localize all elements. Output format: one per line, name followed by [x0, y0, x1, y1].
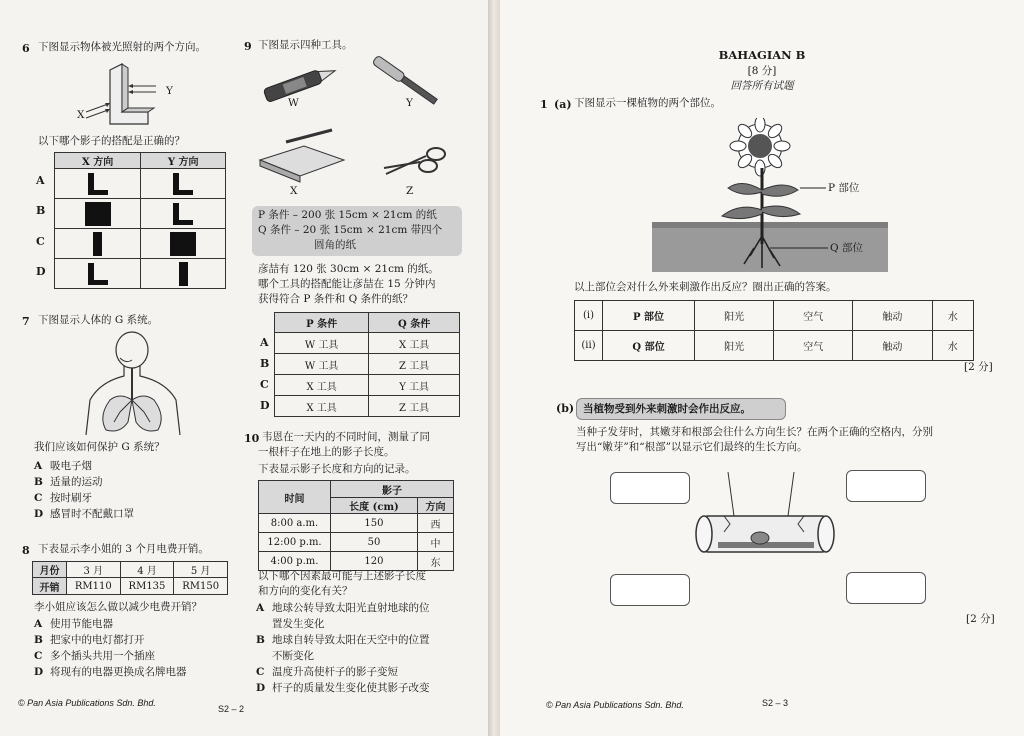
- q9-para3: 获得符合 P 条件和 Q 条件的纸？: [258, 293, 414, 305]
- q1a-row-part: Q 部位: [603, 331, 695, 361]
- seed-tube-diagram: [690, 472, 840, 562]
- answer-box-bottom-right[interactable]: [846, 572, 926, 604]
- section-instruction: 回答所有试题: [730, 80, 794, 92]
- q9-number: 9: [244, 40, 252, 53]
- q7-options: [34, 458, 134, 522]
- q8-cost-header: 开销: [33, 578, 67, 595]
- answer-box-top-left[interactable]: [610, 472, 690, 504]
- q7-option-c[interactable]: C 按时刷牙: [34, 492, 92, 504]
- q9-cell: X 工具: [369, 333, 460, 354]
- q8-month: 5 月: [174, 562, 228, 578]
- q10-time: 12:00 p.m.: [259, 533, 331, 552]
- q8-number: 8: [22, 544, 30, 557]
- q10-option-d[interactable]: D 杆子的质量发生变化使其影子改变: [256, 682, 430, 694]
- right-footer-page: S2 – 3: [762, 698, 789, 708]
- q10-number: 10: [244, 432, 260, 445]
- q10-option-a[interactable]: A 地球公转导致太阳光直射地球的位: [256, 602, 430, 614]
- respiratory-system-illustration: [80, 330, 190, 435]
- q9-para2: 哪个工具的搭配能让彦喆在 15 分钟内: [258, 278, 436, 290]
- section-title: BAHAGIAN B: [718, 48, 806, 62]
- q9-cell: X 工具: [275, 396, 369, 417]
- q1a-marks: [2 分]: [964, 361, 993, 373]
- q10-text2: 一根杆子在地上的影子长度。: [258, 446, 395, 458]
- q9-cell: W 工具: [275, 354, 369, 375]
- q8-month: 4 月: [120, 562, 174, 578]
- q1a-choice[interactable]: 水: [932, 301, 973, 331]
- q6-header-y: Y 方向: [141, 153, 226, 169]
- right-footer-publisher: © Pan Asia Publications Sdn. Bhd.: [546, 700, 684, 710]
- q10-length: 150: [331, 514, 418, 533]
- answer-box-top-right[interactable]: [846, 470, 926, 502]
- q8-text: 下表显示李小姐的 3 个月电费开销。: [38, 543, 209, 555]
- q8-option-a[interactable]: A 使用节能电器: [34, 618, 113, 630]
- shadow-bar: [55, 229, 141, 259]
- q7-option-a[interactable]: A 吸电子烟: [34, 460, 92, 472]
- q9-cell: X 工具: [275, 375, 369, 396]
- q10-direction: 中: [417, 533, 453, 552]
- q10-option-b-cont: 不断变化: [272, 650, 314, 662]
- shadow-l: [55, 169, 141, 199]
- q10-option-c[interactable]: C 温度升高使杆子的影子变短: [256, 666, 398, 678]
- answer-box-bottom-left[interactable]: [610, 574, 690, 606]
- q8-option-d[interactable]: D 将现有的电器更换成名牌电器: [34, 666, 187, 678]
- shadow-square: [141, 229, 226, 259]
- q9-para1: 彦喆有 120 张 30cm × 21cm 的纸。: [258, 263, 439, 275]
- shadow-l: [141, 199, 226, 229]
- q8-cost: RM110: [67, 578, 121, 595]
- q6-option-c[interactable]: C: [36, 235, 45, 248]
- q9-condition-box: [252, 206, 462, 256]
- q10-text1: 韦恩在一天内的不同时间，测量了同: [262, 431, 430, 443]
- shadow-l: [141, 169, 226, 199]
- label-p-part: P 部位: [828, 182, 860, 194]
- q10-option-a-cont: 置发生变化: [272, 618, 325, 630]
- q10-table: [258, 480, 454, 571]
- tool-label-x: X: [290, 185, 298, 197]
- q7-question: 我们应该如何保护 G 系统？: [34, 441, 165, 453]
- q9-option-b[interactable]: B: [260, 357, 270, 370]
- right-page: [500, 0, 1024, 736]
- q9-table: [274, 312, 460, 417]
- q10-length: 120: [331, 552, 418, 571]
- q8-option-c[interactable]: C 多个插头共用一个插座: [34, 650, 155, 662]
- q6-option-d[interactable]: D: [36, 265, 46, 278]
- q10-direction: 西: [417, 514, 453, 533]
- tool-label-z: Z: [406, 185, 414, 197]
- label-q-part: Q 部位: [830, 242, 863, 254]
- shadow-l: [55, 259, 141, 289]
- q10-option-b[interactable]: B 地球自转导致太阳在天空中的位置: [256, 634, 430, 646]
- q9-text: 下图显示四种工具。: [258, 39, 353, 51]
- left-footer-publisher: © Pan Asia Publications Sdn. Bhd.: [18, 698, 156, 708]
- q6-number: 6: [22, 42, 30, 55]
- q1a-table: [574, 300, 974, 361]
- q10-time: 4:00 p.m.: [259, 552, 331, 571]
- q7-option-d[interactable]: D 感冒时不配戴口罩: [34, 508, 134, 520]
- q1a-part: (a): [554, 98, 572, 111]
- shadow-square: [55, 199, 141, 229]
- q10-text3: 下表显示影子长度和方向的记录。: [258, 463, 416, 475]
- q1b-text2: 写出“嫩芽”和“根部”以显示它们最终的生长方向。: [576, 441, 808, 453]
- q9-option-a[interactable]: A: [260, 336, 269, 349]
- q10-shadow-header: 影子: [331, 481, 454, 498]
- q10-time-header: 时间: [259, 481, 331, 514]
- q1b-banner: 当植物受到外来刺激时会作出反应。: [583, 403, 751, 415]
- q8-question: 李小姐应该怎么做以减少电费开销？: [34, 601, 202, 613]
- q8-month-header: 月份: [33, 562, 67, 578]
- q9-header-p: P 条件: [275, 313, 369, 333]
- q1a-row-label: (i): [575, 301, 603, 331]
- q10-length-header: 长度 (cm): [331, 498, 418, 514]
- q1a-choice[interactable]: 空气: [774, 331, 853, 361]
- q9-condition-q2: 圆角的纸: [314, 239, 356, 251]
- q7-text: 下图显示人体的 G 系统。: [38, 314, 159, 326]
- q1a-choice[interactable]: 触动: [853, 331, 932, 361]
- q1a-row-part: P 部位: [603, 301, 695, 331]
- q9-header-q: Q 条件: [369, 313, 460, 333]
- q9-cell: W 工具: [275, 333, 369, 354]
- q1a-choice[interactable]: 触动: [853, 301, 932, 331]
- q8-month: 3 月: [67, 562, 121, 578]
- section-marks: [8 分]: [747, 65, 777, 77]
- q10-question2: 和方向的变化有关？: [258, 585, 353, 597]
- q6-label-y: Y: [166, 85, 173, 97]
- q1b-text1: 当种子发芽时，其嫩芽和根部会往什么方向生长？在两个正确的空格内，分别: [576, 426, 933, 438]
- q1a-choice[interactable]: 阳光: [695, 301, 774, 331]
- q10-direction: 东: [417, 552, 453, 571]
- q8-cost: RM150: [174, 578, 228, 595]
- q1b-marks: [2 分]: [966, 613, 995, 625]
- tool-label-y: Y: [406, 97, 413, 109]
- q8-option-b[interactable]: B 把家中的电灯都打开: [34, 634, 145, 646]
- q6-text: 下图显示物体被光照射的两个方向。: [38, 41, 206, 53]
- q6-option-b[interactable]: B: [36, 204, 46, 217]
- q7-option-b[interactable]: B 适量的运动: [34, 476, 103, 488]
- q8-cost: RM135: [120, 578, 174, 595]
- q6-table: [54, 152, 226, 289]
- sunflower-head: [730, 118, 790, 176]
- q1a-text: 下图显示一棵植物的两个部位。: [574, 97, 721, 109]
- q9-condition-q: Q 条件 – 20 张 15cm × 21cm 带四个: [258, 224, 443, 236]
- q1a-row-label: (ii): [575, 331, 603, 361]
- q8-options: [34, 616, 187, 680]
- q9-option-d[interactable]: D: [260, 399, 270, 412]
- q6-label-x: X: [77, 109, 85, 121]
- q1a-choice[interactable]: 水: [932, 331, 973, 361]
- q1a-question: 以上部位会对什么外来刺激作出反应？圈出正确的答案。: [574, 281, 837, 293]
- q8-table: [32, 561, 228, 595]
- left-footer-page: S2 – 2: [218, 704, 245, 714]
- q6-option-a[interactable]: A: [36, 174, 45, 187]
- q1b-banner-box: [576, 398, 786, 420]
- q1b-part: (b): [556, 402, 575, 415]
- q9-option-c[interactable]: C: [260, 378, 269, 391]
- q1a-choice[interactable]: 空气: [774, 301, 853, 331]
- q9-cell: Z 工具: [369, 396, 460, 417]
- q10-options: [256, 600, 430, 696]
- q9-cell: Z 工具: [369, 354, 460, 375]
- q1a-choice[interactable]: 阳光: [695, 331, 774, 361]
- q6-header-x: X 方向: [55, 153, 141, 169]
- shadow-bar: [141, 259, 226, 289]
- q7-number: 7: [22, 315, 30, 328]
- q9-condition-p: P 条件 – 200 张 15cm × 21cm 的纸: [258, 209, 437, 221]
- q9-cell: Y 工具: [369, 375, 460, 396]
- q10-direction-header: 方向: [417, 498, 453, 514]
- q9-tools-illustration: [256, 56, 456, 192]
- q10-question1: 以下哪个因素最可能与上述影子长度: [258, 570, 426, 582]
- left-page: [0, 0, 492, 736]
- tool-label-w: W: [288, 97, 299, 109]
- q10-time: 8:00 a.m.: [259, 514, 331, 533]
- q6-question: 以下哪个影子的搭配是正确的？: [38, 135, 185, 147]
- q1-number: 1: [540, 98, 548, 111]
- q6-object-diagram: [70, 62, 200, 130]
- q10-length: 50: [331, 533, 418, 552]
